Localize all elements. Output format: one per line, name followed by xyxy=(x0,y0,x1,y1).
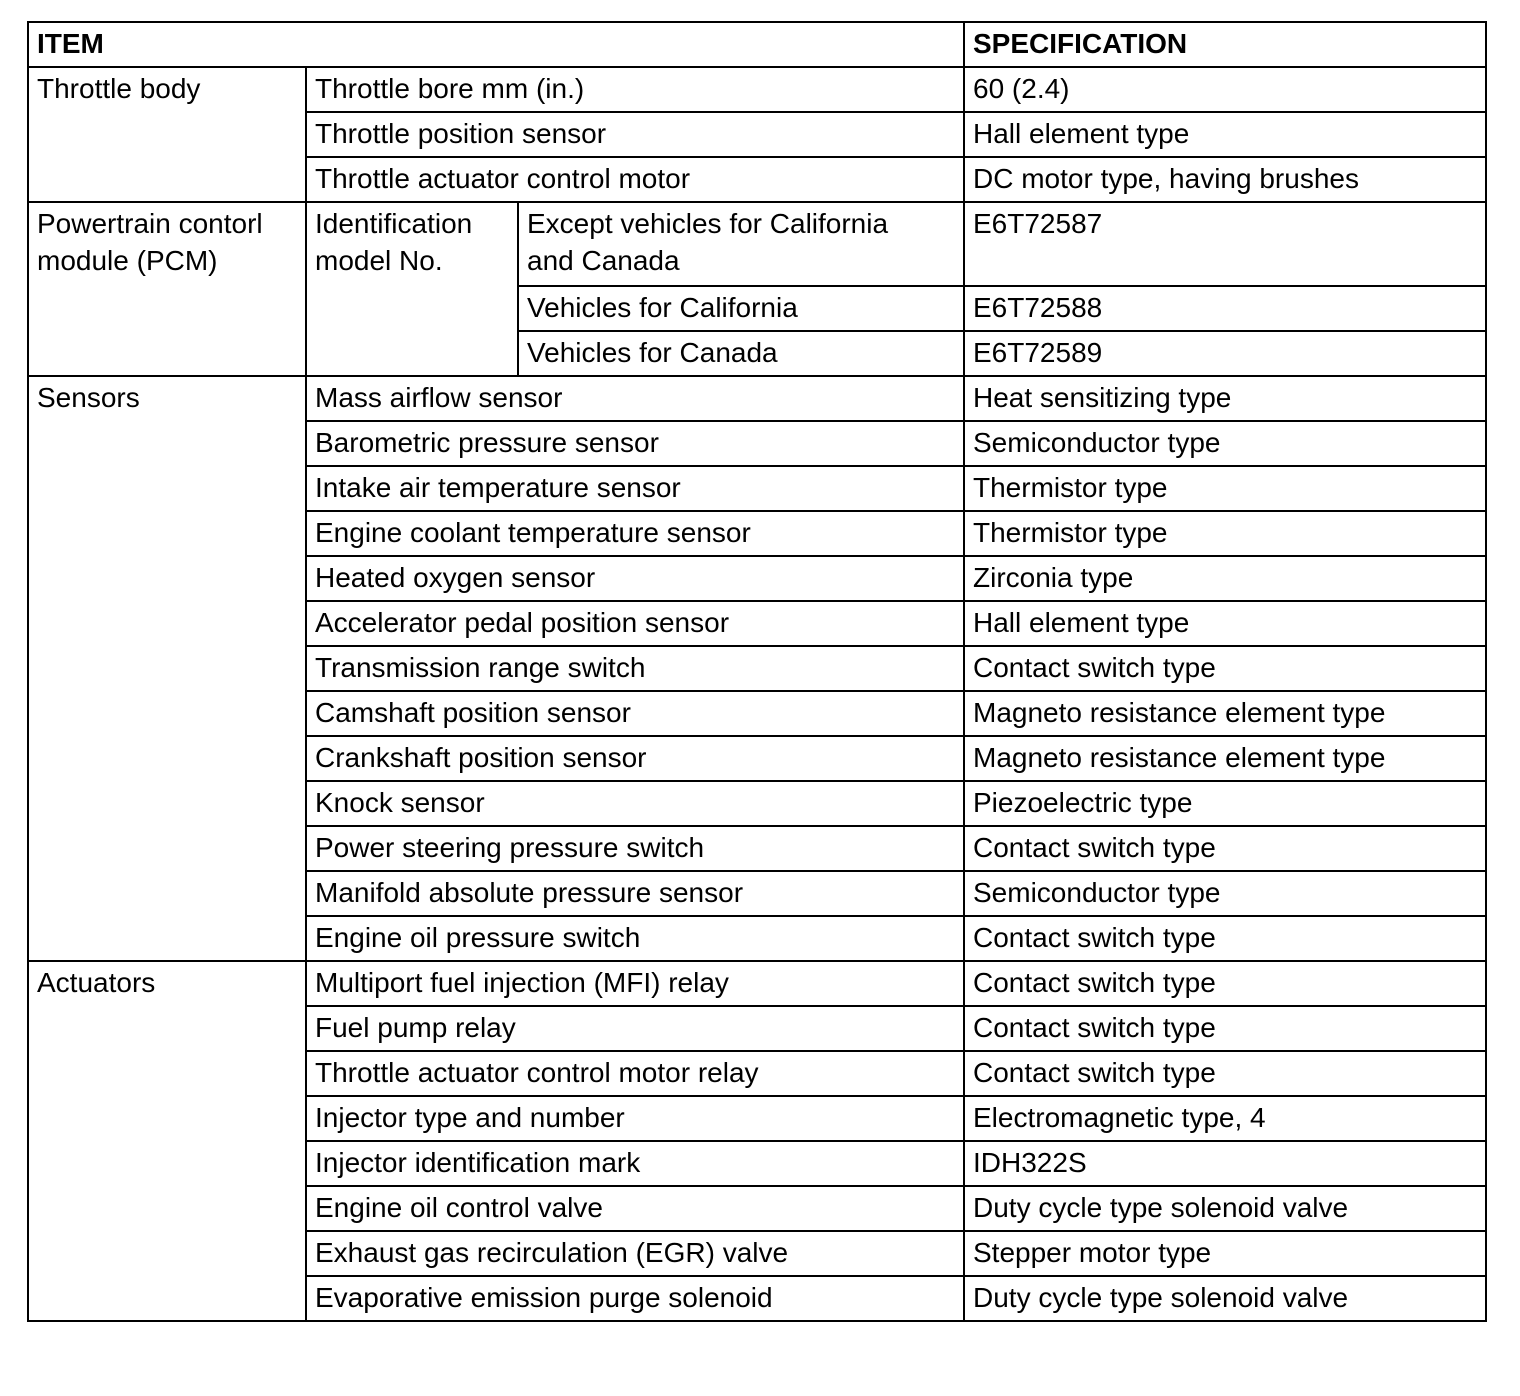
spec-cell: E6T72589 xyxy=(964,331,1486,376)
item-cell: Vehicles for California xyxy=(518,286,964,331)
spec-cell: Contact switch type xyxy=(964,1006,1486,1051)
item-cell: Evaporative emission purge solenoid xyxy=(306,1276,964,1321)
group-sensors: Sensors xyxy=(28,376,306,961)
spec-cell: Contact switch type xyxy=(964,1051,1486,1096)
item-cell: Engine oil control valve xyxy=(306,1186,964,1231)
group-actuators: Actuators xyxy=(28,961,306,1321)
spec-cell: Contact switch type xyxy=(964,826,1486,871)
subgroup-line2: model No. xyxy=(315,245,443,276)
header-item: ITEM xyxy=(28,22,964,67)
spec-cell: E6T72588 xyxy=(964,286,1486,331)
spec-cell: E6T72587 xyxy=(964,202,1486,286)
spec-cell: Electromagnetic type, 4 xyxy=(964,1096,1486,1141)
item-cell: Engine oil pressure switch xyxy=(306,916,964,961)
item-cell xyxy=(518,202,964,286)
spec-cell: 60 (2.4) xyxy=(964,67,1486,112)
item-cell: Throttle bore mm (in.) xyxy=(306,67,964,112)
item-cell: Multiport fuel injection (MFI) relay xyxy=(306,961,964,1006)
item-cell: Injector identification mark xyxy=(306,1141,964,1186)
item-cell: Manifold absolute pressure sensor xyxy=(306,871,964,916)
item-cell: Transmission range switch xyxy=(306,646,964,691)
item-cell: Crankshaft position sensor xyxy=(306,736,964,781)
subgroup-line1: Identification xyxy=(315,208,473,239)
spec-cell: Heat sensitizing type xyxy=(964,376,1486,421)
spec-cell: Thermistor type xyxy=(964,466,1486,511)
item-cell: Vehicles for Canada xyxy=(518,331,964,376)
item-cell: Barometric pressure sensor xyxy=(306,421,964,466)
spec-cell: Contact switch type xyxy=(964,961,1486,1006)
table-row xyxy=(28,961,1486,1006)
spec-cell: Contact switch type xyxy=(964,646,1486,691)
subgroup-identification xyxy=(306,202,518,376)
spec-cell: Semiconductor type xyxy=(964,421,1486,466)
group-pcm-line1: Powertrain contorl xyxy=(37,208,263,239)
spec-cell: Duty cycle type solenoid valve xyxy=(964,1186,1486,1231)
item-cell: Fuel pump relay xyxy=(306,1006,964,1051)
spec-cell: Thermistor type xyxy=(964,511,1486,556)
header-specification: SPECIFICATION xyxy=(964,22,1486,67)
spec-cell: Magneto resistance element type xyxy=(964,691,1486,736)
group-throttle-body: Throttle body xyxy=(28,67,306,202)
item-cell: Throttle actuator control motor xyxy=(306,157,964,202)
spec-cell: Zirconia type xyxy=(964,556,1486,601)
item-cell: Knock sensor xyxy=(306,781,964,826)
spec-cell: Stepper motor type xyxy=(964,1231,1486,1276)
header-row xyxy=(28,22,1486,67)
specification-table xyxy=(27,21,1487,1322)
item-cell: Camshaft position sensor xyxy=(306,691,964,736)
item-cell: Accelerator pedal position sensor xyxy=(306,601,964,646)
group-pcm-line2: module (PCM) xyxy=(37,245,218,276)
item-line2: and Canada xyxy=(527,245,680,276)
spec-cell: Hall element type xyxy=(964,112,1486,157)
spec-cell: Magneto resistance element type xyxy=(964,736,1486,781)
spec-cell: Semiconductor type xyxy=(964,871,1486,916)
item-cell: Intake air temperature sensor xyxy=(306,466,964,511)
item-cell: Engine coolant temperature sensor xyxy=(306,511,964,556)
item-cell: Power steering pressure switch xyxy=(306,826,964,871)
spec-cell: DC motor type, having brushes xyxy=(964,157,1486,202)
item-cell: Heated oxygen sensor xyxy=(306,556,964,601)
item-cell: Exhaust gas recirculation (EGR) valve xyxy=(306,1231,964,1276)
item-line1: Except vehicles for California xyxy=(527,208,889,239)
item-cell: Throttle position sensor xyxy=(306,112,964,157)
item-cell: Mass airflow sensor xyxy=(306,376,964,421)
spec-cell: Duty cycle type solenoid valve xyxy=(964,1276,1486,1321)
spec-cell: Piezoelectric type xyxy=(964,781,1486,826)
spec-cell: Contact switch type xyxy=(964,916,1486,961)
table-row xyxy=(28,202,1486,286)
table-row xyxy=(28,376,1486,421)
spec-cell: Hall element type xyxy=(964,601,1486,646)
item-cell: Injector type and number xyxy=(306,1096,964,1141)
item-cell: Throttle actuator control motor relay xyxy=(306,1051,964,1096)
table-row xyxy=(28,67,1486,112)
group-pcm xyxy=(28,202,306,376)
spec-cell: IDH322S xyxy=(964,1141,1486,1186)
